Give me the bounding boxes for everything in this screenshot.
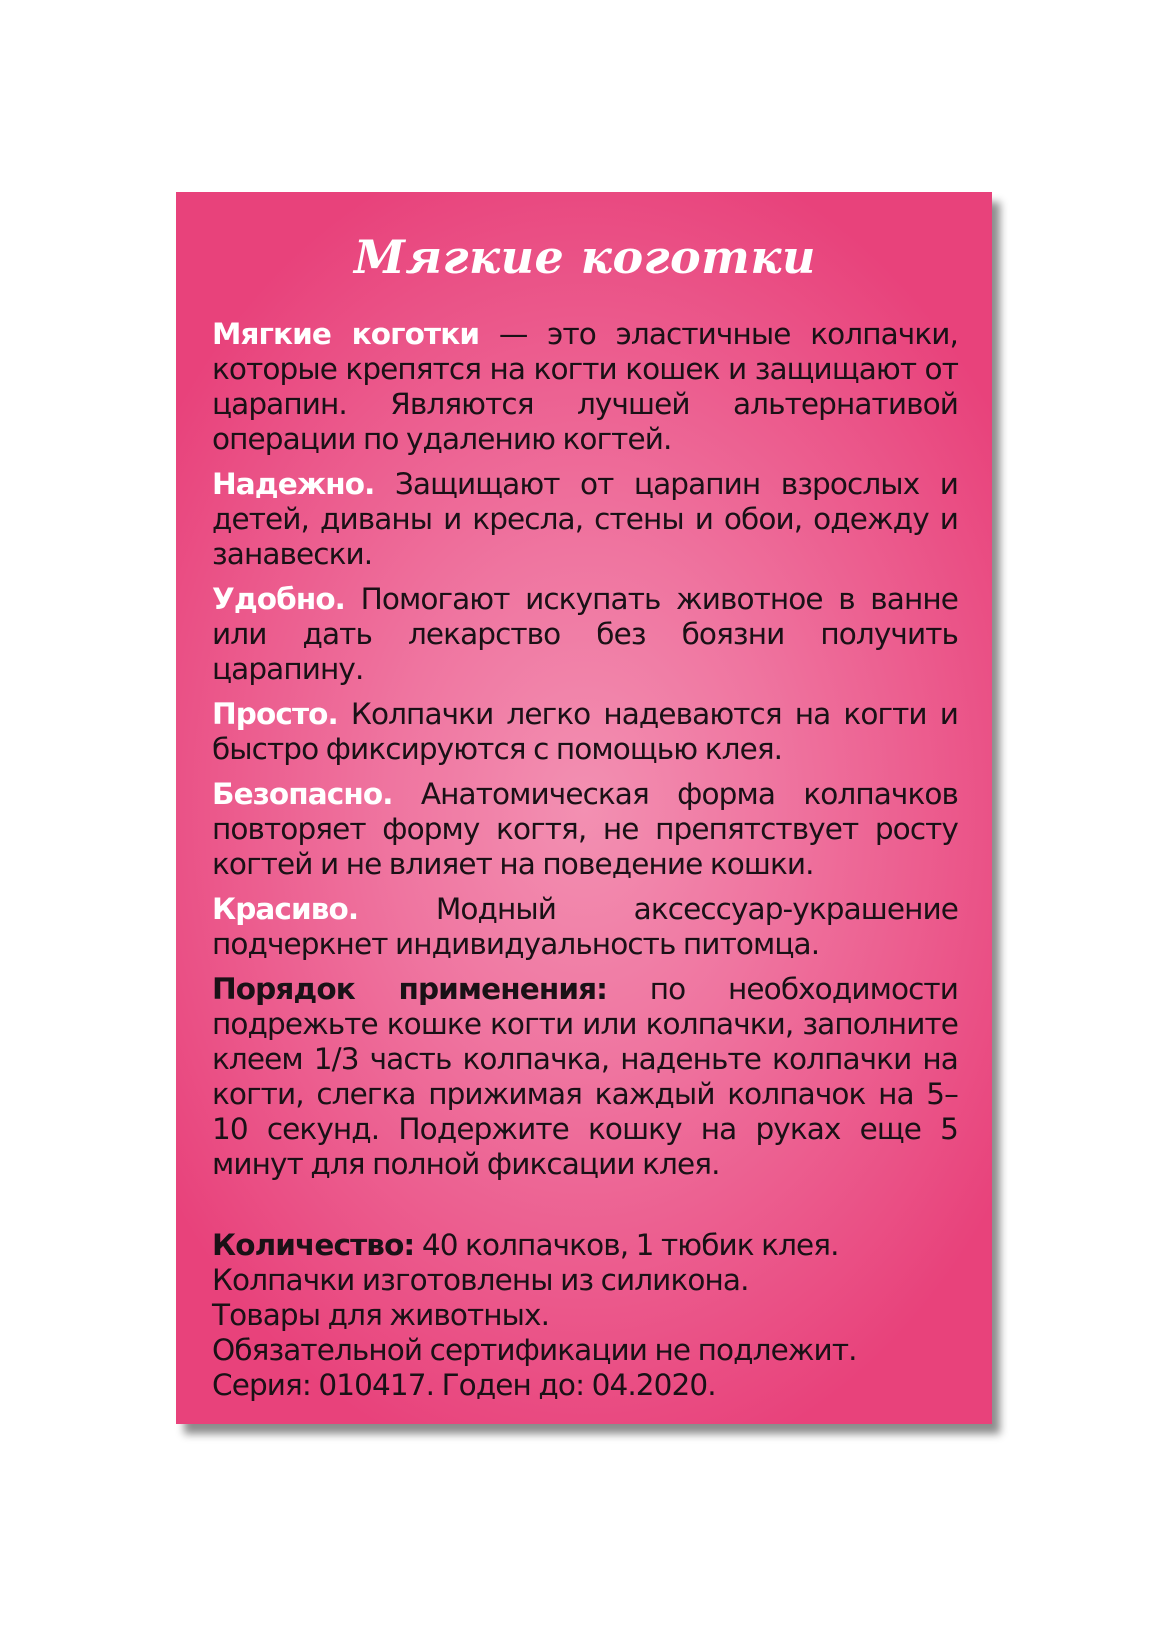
- product-info: [212, 1228, 958, 1403]
- text-usage: по необходимости подрежьте кошке когти или колпачки, заполните клеем 1/3 часть колпачка, наденьте колпачки на когти, слегка прижимая каждый колпачок на 5–10 секунд. Подержите кошку на руках еще 5 минут для полной фиксации клея.: [212, 972, 958, 1182]
- text-reliable: Защищают от царапин взрослых и детей, диваны и кресла, стены и обои, одежду и занавески.: [212, 467, 958, 572]
- paragraph-safe: [212, 777, 958, 882]
- lead-simple: Просто.: [212, 697, 338, 732]
- quantity-label: Количество:: [212, 1228, 415, 1263]
- page-title: Мягкие коготки: [354, 230, 816, 284]
- paragraph-reliable: [212, 467, 958, 572]
- text-beautiful: Модный аксессуар-украшение подчеркнет индивидуальность питомца.: [212, 892, 958, 962]
- text-safe: Анатомическая форма колпачков повторяет форму когтя, не препятствует росту когтей и не влияет на поведение кошки.: [212, 777, 958, 882]
- quantity-value: 40 колпачков, 1 тюбик клея.: [414, 1228, 839, 1263]
- paragraph-usage: [212, 972, 958, 1182]
- lead-reliable: Надежно.: [212, 467, 375, 502]
- info-batch: Серия: 010417. Годен до: 04.2020.: [212, 1368, 716, 1403]
- paragraph-convenient: [212, 582, 958, 687]
- lead-convenient: Удобно.: [212, 582, 345, 617]
- paragraph-simple: [212, 697, 958, 767]
- paragraph-beautiful: [212, 892, 958, 962]
- info-certification: Обязательной сертификации не подлежит.: [212, 1333, 857, 1368]
- info-category: Товары для животных.: [212, 1298, 550, 1333]
- lead-usage: Порядок применения:: [212, 972, 608, 1007]
- info-material: Колпачки изготовлены из силикона.: [212, 1263, 749, 1298]
- product-card: [176, 192, 992, 1424]
- text-simple: Колпачки легко надеваются на когти и быстро фиксируются с помощью клея.: [212, 697, 958, 767]
- description-block: [212, 317, 958, 1403]
- lead-beautiful: Красиво.: [212, 892, 359, 927]
- lead-safe: Безопасно.: [212, 777, 393, 812]
- text-convenient: Помогают искупать животное в ванне или дать лекарство без боязни получить царапину.: [212, 582, 958, 687]
- text-intro: — это эластичные колпачки, которые крепятся на когти кошек и защищают от царапин. Являются лучшей альтернативой операции по удалению когтей.: [212, 317, 959, 457]
- lead-intro: Мягкие коготки: [212, 317, 480, 352]
- info-quantity: [212, 1228, 958, 1263]
- paragraph-intro: [212, 317, 958, 457]
